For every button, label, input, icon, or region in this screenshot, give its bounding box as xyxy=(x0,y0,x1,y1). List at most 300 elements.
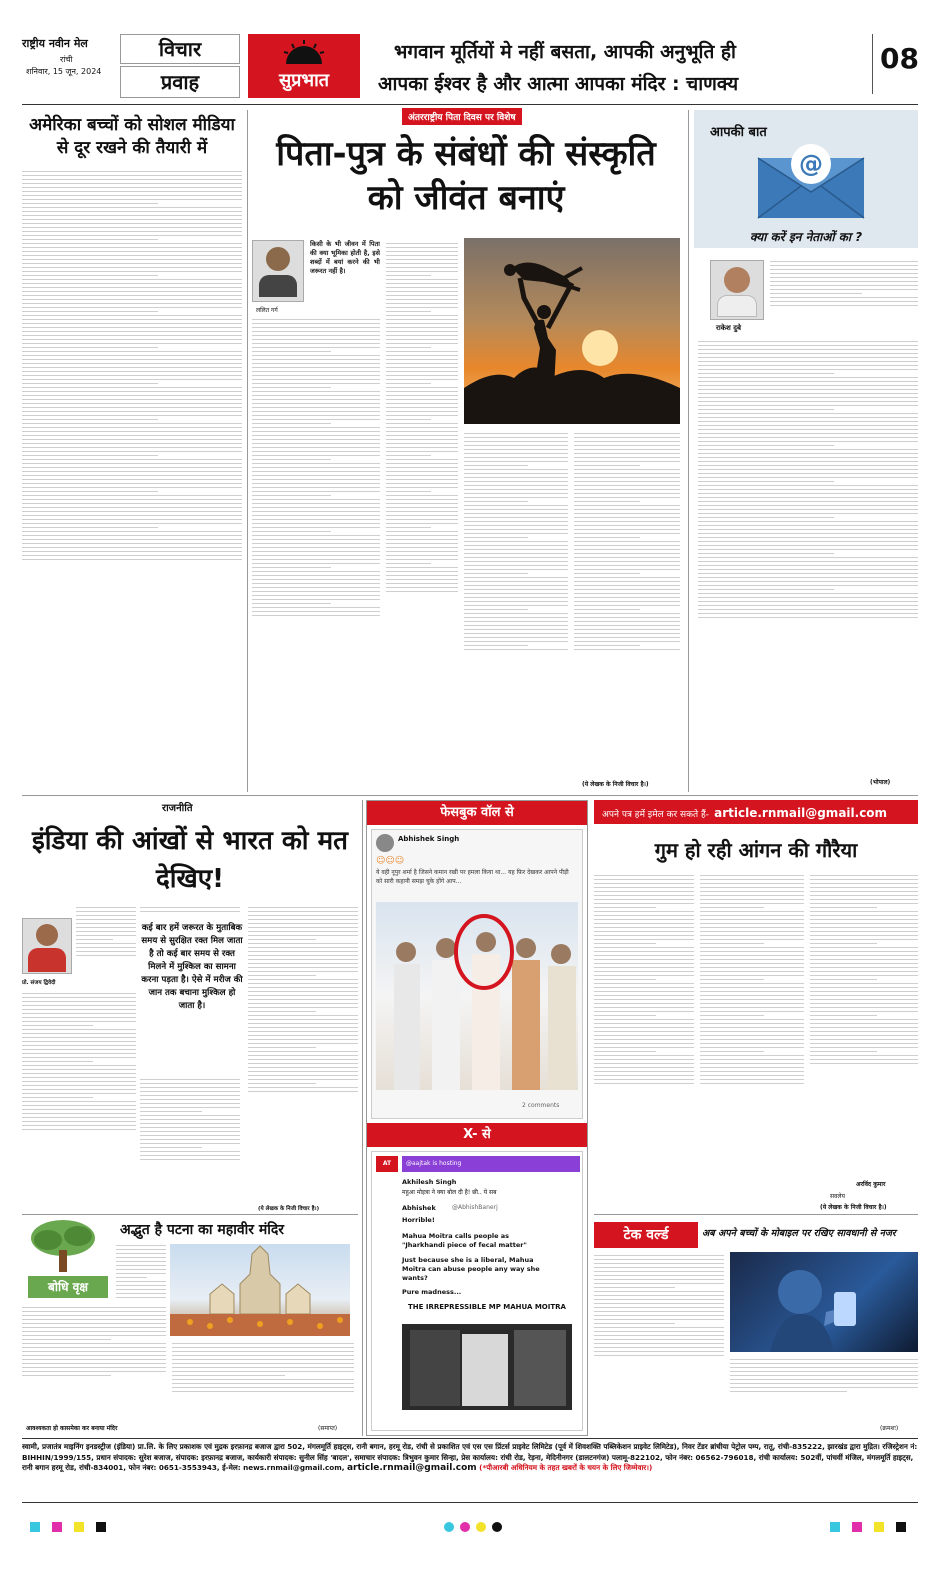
body-text-line xyxy=(386,279,458,280)
body-text-line xyxy=(594,911,694,912)
body-text-line xyxy=(700,975,804,976)
body-text-line xyxy=(386,503,458,504)
fb-post-photo[interactable] xyxy=(376,902,578,1090)
body-text-line xyxy=(386,543,458,544)
body-text-line xyxy=(464,569,568,570)
body-text-line xyxy=(252,511,380,512)
body-text-line xyxy=(386,567,458,568)
body-text-line xyxy=(594,899,694,900)
body-text-line xyxy=(22,551,242,552)
body-text-line xyxy=(252,531,331,532)
sanjay-name: प्रो. संजय द्विवेदी xyxy=(22,980,56,986)
body-text-line xyxy=(594,875,694,876)
body-text-line xyxy=(386,463,458,464)
body-text-line xyxy=(76,907,136,908)
body-text-line xyxy=(386,475,458,476)
body-text-line xyxy=(464,497,568,498)
body-text-line xyxy=(386,591,458,592)
body-text-line xyxy=(22,475,242,476)
body-text-line xyxy=(698,493,918,494)
body-text-line xyxy=(22,1053,136,1054)
body-text-line xyxy=(464,449,568,450)
body-text-line xyxy=(810,963,918,964)
sunrise-icon xyxy=(282,38,326,66)
body-text-line xyxy=(464,573,528,574)
body-text-line xyxy=(252,367,380,368)
body-text-line xyxy=(172,1343,354,1344)
body-text-line xyxy=(810,987,918,988)
body-text-line xyxy=(698,401,918,402)
body-text-line xyxy=(700,927,804,928)
body-text-line xyxy=(252,335,380,336)
body-text-line xyxy=(386,511,458,512)
body-text-line xyxy=(22,295,242,296)
body-text-line xyxy=(698,605,918,606)
body-text-line xyxy=(22,993,136,994)
body-text-line xyxy=(172,1359,354,1360)
father-son-photo xyxy=(464,238,680,424)
body-text-line xyxy=(810,931,918,932)
body-text-line xyxy=(386,271,458,272)
body-text-line xyxy=(386,299,458,300)
body-text-line xyxy=(594,887,694,888)
body-text-line xyxy=(22,519,242,520)
body-text-line xyxy=(386,531,458,532)
body-text-line xyxy=(698,533,918,534)
body-text-line xyxy=(22,239,158,240)
body-text-line xyxy=(252,407,380,408)
body-text-line xyxy=(386,555,458,556)
body-text-line xyxy=(140,1083,240,1084)
edition-city: रांची xyxy=(60,55,73,64)
body-text-line xyxy=(594,935,694,936)
body-text-line xyxy=(574,489,680,490)
body-text-line xyxy=(22,287,242,288)
body-text-line xyxy=(22,415,242,416)
body-text-line xyxy=(698,609,918,610)
body-text-line xyxy=(386,427,458,428)
body-text-line xyxy=(248,1003,358,1004)
body-text-line xyxy=(140,1151,240,1152)
body-text-line xyxy=(594,1347,724,1348)
body-text-line xyxy=(574,521,680,522)
body-text-line xyxy=(594,1015,656,1016)
sparrow-col-1 xyxy=(594,872,694,1212)
body-text-line xyxy=(116,1277,147,1278)
body-text-line xyxy=(810,967,918,968)
body-text-line xyxy=(22,515,242,516)
body-text-line xyxy=(594,1063,694,1064)
body-text-line xyxy=(386,331,458,332)
body-text-line xyxy=(76,947,136,948)
email-bar xyxy=(594,800,918,824)
body-text-line xyxy=(730,1383,918,1384)
body-text-line xyxy=(464,621,568,622)
body-text-line xyxy=(22,1129,136,1130)
x-post2a: Horrible! xyxy=(402,1216,435,1224)
body-text-line xyxy=(248,971,358,972)
body-text-line xyxy=(574,633,680,634)
facebook-post[interactable] xyxy=(371,829,583,1119)
main-col-2 xyxy=(386,240,458,793)
body-text-line xyxy=(464,485,568,486)
color-bar xyxy=(30,1520,910,1534)
body-text-line xyxy=(252,319,380,320)
body-text-line xyxy=(594,939,694,940)
body-text-line xyxy=(594,1323,675,1324)
body-text-line xyxy=(386,467,458,468)
body-text-line xyxy=(22,1323,166,1324)
people-image xyxy=(376,902,578,1090)
body-text-line xyxy=(140,1147,202,1148)
body-text-line xyxy=(386,559,458,560)
body-text-line xyxy=(594,991,694,992)
body-text-line xyxy=(574,485,680,486)
body-text-line xyxy=(386,327,458,328)
body-text-line xyxy=(698,365,918,366)
body-text-line xyxy=(594,1055,694,1056)
body-text-line xyxy=(22,331,242,332)
sparrow-byline-note: (ये लेखक के निजी विचार है।) xyxy=(820,1204,887,1211)
body-text-line xyxy=(594,1031,694,1032)
body-text-line xyxy=(698,557,918,558)
body-text-line xyxy=(464,581,568,582)
bodh-source: (समाप्त) xyxy=(318,1425,338,1432)
body-text-line xyxy=(22,411,242,412)
body-text-line xyxy=(172,1347,354,1348)
body-text-line xyxy=(810,955,918,956)
suprabhat-box xyxy=(248,34,360,98)
page-number: 08 xyxy=(880,42,919,75)
body-text-line xyxy=(698,461,918,462)
body-text-line xyxy=(810,1063,918,1064)
body-text-line xyxy=(22,555,242,556)
body-text-line xyxy=(700,1055,804,1056)
body-text-line xyxy=(22,559,242,560)
body-text-line xyxy=(252,515,380,516)
body-text-line xyxy=(770,293,862,294)
body-text-line xyxy=(700,963,804,964)
body-text-line xyxy=(464,585,568,586)
body-text-line xyxy=(386,259,458,260)
body-text-line xyxy=(22,247,242,248)
body-text-line xyxy=(464,545,568,546)
body-text-line xyxy=(698,481,834,482)
body-text-line xyxy=(22,467,242,468)
body-text-line xyxy=(386,307,458,308)
body-text-line xyxy=(252,555,380,556)
body-text-line xyxy=(22,1077,136,1078)
body-text-line xyxy=(700,1035,804,1036)
body-text-line xyxy=(698,477,918,478)
sanjay-photo xyxy=(22,918,72,974)
mail-envelope-icon xyxy=(756,140,866,220)
body-text-line xyxy=(810,935,918,936)
body-text-line xyxy=(22,311,158,312)
vichar-label: विचार xyxy=(120,34,240,64)
body-text-line xyxy=(386,315,458,316)
body-text-line xyxy=(252,435,380,436)
body-text-line xyxy=(22,1093,136,1094)
body-text-line xyxy=(386,539,458,540)
x-post[interactable] xyxy=(371,1151,583,1431)
body-text-line xyxy=(116,1281,166,1282)
body-text-line xyxy=(248,1043,358,1044)
body-text-line xyxy=(22,439,242,440)
body-text-line xyxy=(22,1037,136,1038)
body-text-line xyxy=(386,351,458,352)
body-text-line xyxy=(770,261,918,262)
body-text-line xyxy=(594,999,694,1000)
body-text-line xyxy=(574,541,680,542)
body-text-line xyxy=(386,287,458,288)
body-text-line xyxy=(730,1363,918,1364)
body-text-line xyxy=(700,1047,804,1048)
body-text-line xyxy=(22,1009,136,1010)
body-text-line xyxy=(700,1071,804,1072)
body-text-line xyxy=(464,509,568,510)
body-text-line xyxy=(594,1267,724,1268)
body-text-line xyxy=(386,447,458,448)
body-text-line xyxy=(386,283,458,284)
edition-date: शनिवार, 15 जून, 2024 xyxy=(26,67,102,76)
body-text-line xyxy=(574,549,680,550)
body-text-line xyxy=(464,645,528,646)
body-text-line xyxy=(22,1311,166,1312)
body-text-line xyxy=(594,1355,724,1356)
body-text-line xyxy=(574,629,680,630)
body-text-line xyxy=(22,1097,93,1098)
body-text-line xyxy=(22,427,242,428)
body-text-line xyxy=(386,507,458,508)
body-text-line xyxy=(140,1103,240,1104)
body-text-line xyxy=(594,1047,694,1048)
body-text-line xyxy=(574,609,640,610)
body-text-line xyxy=(464,537,528,538)
body-text-line xyxy=(116,1273,166,1274)
body-text-line xyxy=(22,1331,166,1332)
body-text-line xyxy=(464,577,568,578)
body-text-line xyxy=(594,1051,656,1052)
body-text-line xyxy=(22,1101,136,1102)
x-video-card[interactable] xyxy=(402,1300,572,1410)
aapki-baat-label: आपकी बात xyxy=(710,125,767,140)
body-text-line xyxy=(810,1055,918,1056)
body-text-line xyxy=(22,319,242,320)
fb-avatar xyxy=(376,834,394,852)
body-text-line xyxy=(172,1379,354,1380)
body-text-line xyxy=(22,1327,166,1328)
body-text-line xyxy=(386,491,431,492)
body-text-line xyxy=(386,487,458,488)
body-text-line xyxy=(140,1099,240,1100)
body-text-line xyxy=(252,519,380,520)
body-text-line xyxy=(22,523,242,524)
body-text-line xyxy=(252,563,380,564)
fb-comments[interactable]: 2 comments xyxy=(522,1102,560,1109)
body-text-line xyxy=(252,399,380,400)
body-text-line xyxy=(252,431,380,432)
body-text-line xyxy=(594,903,694,904)
body-text-line xyxy=(22,303,242,304)
body-text-line xyxy=(810,1027,918,1028)
bodh-headline: अद्भुत है पटना का महावीर मंदिर xyxy=(120,1222,285,1238)
body-text-line xyxy=(172,1387,354,1388)
body-text-line xyxy=(248,947,358,948)
body-text-line xyxy=(116,1257,166,1258)
body-text-line xyxy=(810,919,918,920)
body-text-line xyxy=(22,1315,166,1316)
body-text-line xyxy=(594,1083,694,1084)
tech-photo xyxy=(730,1252,918,1352)
body-text-line xyxy=(22,1085,136,1086)
body-text-line xyxy=(594,1035,694,1036)
body-text-line xyxy=(22,997,136,998)
body-text-line xyxy=(464,561,568,562)
body-text-line xyxy=(116,1285,166,1286)
body-text-line xyxy=(248,1059,358,1060)
body-text-line xyxy=(770,277,918,278)
body-text-line xyxy=(574,469,680,470)
body-text-line xyxy=(22,531,242,532)
body-text-line xyxy=(252,527,380,528)
body-text-line xyxy=(248,1035,358,1036)
body-text-line xyxy=(386,247,458,248)
body-text-line xyxy=(730,1391,847,1392)
body-text-line xyxy=(464,445,568,446)
body-text-line xyxy=(574,605,680,606)
body-text-line xyxy=(172,1371,354,1372)
rajneeti-col-2b xyxy=(140,1076,240,1212)
body-text-line xyxy=(700,999,804,1000)
body-text-line xyxy=(22,543,242,544)
x-user1[interactable]: Akhilesh Singh xyxy=(402,1178,457,1186)
body-text-line xyxy=(810,983,918,984)
body-text-line xyxy=(594,1255,724,1256)
body-text-line xyxy=(574,617,680,618)
body-text-line xyxy=(464,505,568,506)
body-text-line xyxy=(252,475,380,476)
body-text-line xyxy=(810,1051,877,1052)
body-text-line xyxy=(698,565,918,566)
x-handle2[interactable]: @AbhishBanerj xyxy=(452,1204,498,1211)
body-text-line xyxy=(700,935,804,936)
body-text-line xyxy=(386,435,458,436)
body-text-line xyxy=(386,579,458,580)
body-text-line xyxy=(698,589,834,590)
body-text-line xyxy=(574,449,680,450)
x-hosting-bar[interactable]: @aajtak is hosting xyxy=(402,1156,580,1172)
body-text-line xyxy=(248,999,358,1000)
rajneeti-headline: इंडिया की आंखों से भारत को मत देखिए! xyxy=(32,826,348,894)
body-text-line xyxy=(698,585,918,586)
quote-line-1: भगवान मूर्तियों मे नहीं बसता, आपकी अनुभूति ही xyxy=(394,41,736,63)
body-text-line xyxy=(594,1071,694,1072)
body-text-line xyxy=(140,1091,240,1092)
body-text-line xyxy=(386,575,458,576)
body-text-line xyxy=(594,943,656,944)
body-text-line xyxy=(574,529,680,530)
body-text-line xyxy=(464,441,568,442)
rajneeti-byline-note: (ये लेखक के निजी विचार है।) xyxy=(258,1206,320,1212)
body-text-line xyxy=(698,445,834,446)
body-text-line xyxy=(594,963,694,964)
body-text-line xyxy=(574,441,680,442)
body-text-line xyxy=(22,375,242,376)
body-text-line xyxy=(22,279,242,280)
sparrow-headline: गुम हो रही आंगन की गौरैया xyxy=(654,838,858,862)
body-text-line xyxy=(464,529,568,530)
body-text-line xyxy=(22,491,158,492)
body-text-line xyxy=(574,433,680,434)
body-text-line xyxy=(22,503,242,504)
body-text-line xyxy=(464,501,528,502)
body-text-line xyxy=(698,505,918,506)
body-text-line xyxy=(172,1375,285,1376)
body-text-line xyxy=(574,557,680,558)
body-text-line xyxy=(252,455,380,456)
body-text-line xyxy=(252,547,380,548)
body-text-line xyxy=(698,569,918,570)
body-text-line xyxy=(386,587,458,588)
body-text-line xyxy=(700,1019,804,1020)
body-text-line xyxy=(698,601,918,602)
x-user2[interactable]: Abhishek xyxy=(402,1204,436,1212)
body-text-line xyxy=(252,491,380,492)
body-text-line xyxy=(22,355,242,356)
body-text-line xyxy=(248,995,358,996)
body-text-line xyxy=(386,291,458,292)
body-text-line xyxy=(700,907,764,908)
body-text-line xyxy=(22,351,242,352)
svg-text:@: @ xyxy=(799,150,823,178)
body-text-line xyxy=(698,349,918,350)
bodh-section xyxy=(22,1218,358,1436)
rajneeti-label: राजनीति xyxy=(162,803,193,814)
body-text-line xyxy=(574,589,680,590)
body-text-line xyxy=(22,255,242,256)
fb-user-name[interactable]: Abhishek Singh xyxy=(398,835,460,843)
body-text-line xyxy=(252,507,380,508)
body-text-line xyxy=(770,269,918,270)
email-address[interactable]: article.rnmail@gmail.com xyxy=(714,806,888,820)
body-text-line xyxy=(386,451,458,452)
body-text-line xyxy=(22,283,242,284)
body-text-line xyxy=(22,1347,166,1348)
body-text-line xyxy=(386,499,458,500)
body-text-line xyxy=(252,591,380,592)
body-text-line xyxy=(810,1023,918,1024)
body-text-line xyxy=(698,465,918,466)
body-text-line xyxy=(252,331,380,332)
body-text-line xyxy=(386,395,458,396)
body-text-line xyxy=(594,1079,694,1080)
body-text-line xyxy=(698,353,918,354)
body-text-line xyxy=(140,1079,240,1080)
body-text-line xyxy=(594,1027,694,1028)
body-text-line xyxy=(22,1057,136,1058)
body-text-line xyxy=(22,1065,136,1066)
body-text-line xyxy=(594,1007,694,1008)
footer-email[interactable]: article.rnmail@gmail.com xyxy=(346,1463,477,1473)
body-text-line xyxy=(22,1069,136,1070)
body-text-line xyxy=(22,1017,136,1018)
body-text-line xyxy=(252,427,380,428)
body-text-line xyxy=(22,195,242,196)
body-text-line xyxy=(140,1095,240,1096)
body-text-line xyxy=(22,383,158,384)
body-text-line xyxy=(140,907,240,908)
